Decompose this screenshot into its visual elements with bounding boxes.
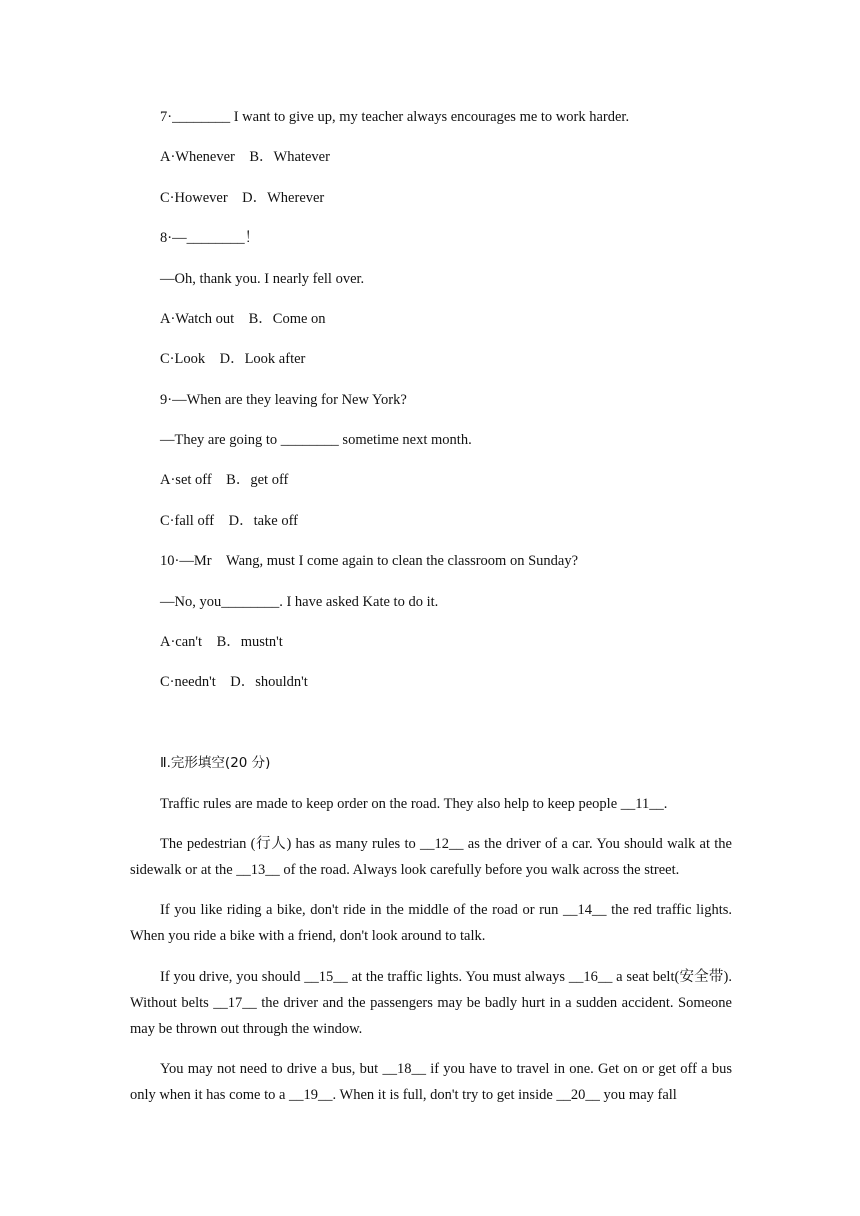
section-2-heading: Ⅱ.完形填空(20 分) — [160, 755, 271, 771]
question-10-reply: —No, you________. I have asked Kate to do it. — [160, 594, 439, 610]
question-9-options-a-b: A·set off B．get off — [160, 472, 289, 488]
question-8-reply: —Oh, thank you. I nearly fell over. — [160, 271, 365, 287]
cloze-paragraph-1: Traffic rules are made to keep order on the road. They also help to keep people __11__. — [160, 796, 668, 812]
cloze-paragraph-3: If you like riding a bike, don't ride in the middle of the road or run __14__ the red traffic lights. When you ride a bike with a friend, don't look around to talk. — [130, 902, 732, 944]
question-9-reply: —They are going to ________ sometime next month. — [160, 432, 472, 448]
question-10-stem: 10·—Mr Wang, must I come again to clean the classroom on Sunday? — [160, 553, 579, 569]
question-9-options-c-d: C·fall off D．take off — [160, 513, 298, 529]
question-9-stem: 9·—When are they leaving for New York? — [160, 392, 407, 408]
cloze-paragraph-4: If you drive, you should __15__ at the traffic lights. You must always __16__ a seat belt(安全带). Without belts __17__ the driver and the passengers may be badly hurt in a sudden accident. Someone may be thrown out through the window. — [130, 969, 732, 1037]
question-7-options-c-d: C·However D．Wherever — [160, 190, 325, 206]
question-8-stem: 8·—________！ — [160, 230, 260, 246]
cloze-paragraph-5: You may not need to drive a bus, but __18__ if you have to travel in one. Get on or get off a bus only when it has come to a __19__. When it is full, don't try to get inside __20__ you may fall — [130, 1061, 732, 1103]
cloze-paragraph-2: The pedestrian (行人) has as many rules to __12__ as the driver of a car. You should walk at the sidewalk or at the __13__ of the road. Always look carefully before you walk across the street. — [130, 836, 732, 878]
question-10-options-a-b: A·can't B．mustn't — [160, 634, 283, 650]
question-8-options-c-d: C·Look D．Look after — [160, 351, 306, 367]
question-8-options-a-b: A·Watch out B．Come on — [160, 311, 326, 327]
question-10-options-c-d: C·needn't D．shouldn't — [160, 674, 308, 690]
question-7-stem: 7·________ I want to give up, my teacher always encourages me to work harder. — [160, 109, 630, 125]
question-7-options-a-b: A·Whenever B．Whatever — [160, 149, 330, 165]
